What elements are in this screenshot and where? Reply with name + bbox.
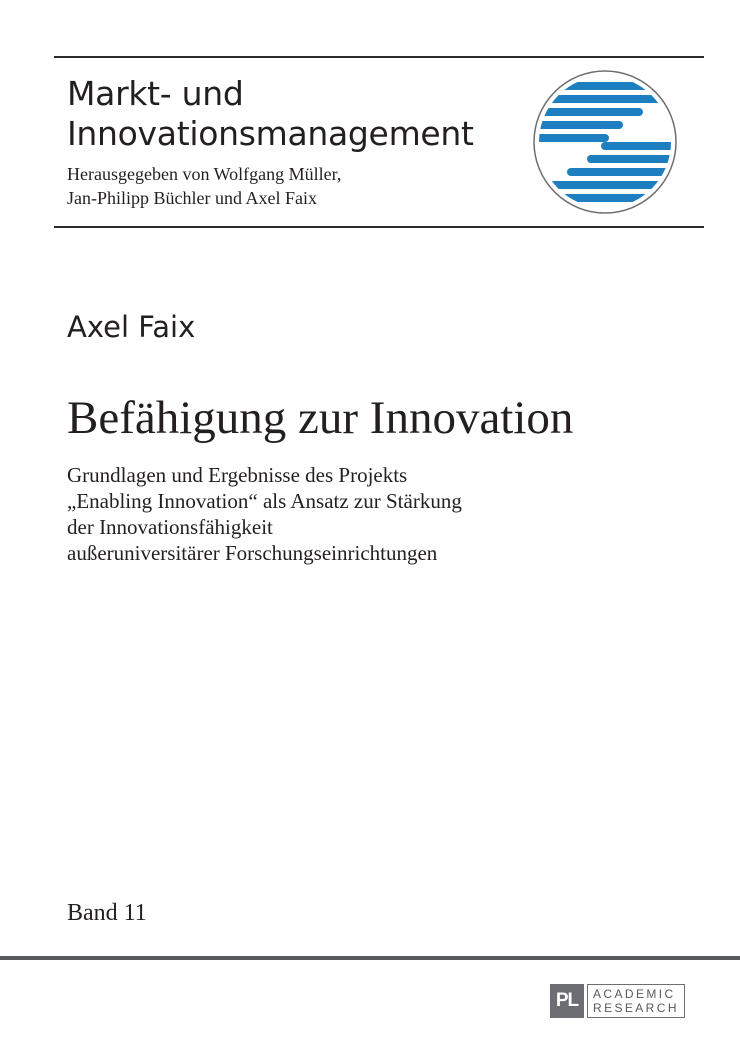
- series-title-line: Markt- und: [67, 74, 244, 113]
- volume-number: Band 11: [67, 900, 147, 926]
- series-swirl-logo: [531, 68, 679, 216]
- editors-line: Jan-Philipp Büchler und Axel Faix: [67, 188, 317, 208]
- editors-line: Herausgegeben von Wolfgang Müller,: [67, 164, 342, 184]
- subtitle-line: der Innovationsfähigkeit: [67, 515, 273, 539]
- publisher-mark: PL: [550, 984, 584, 1018]
- series-editors: [67, 162, 341, 210]
- subtitle-line: außeruniversitärer Forschungseinrichtungen: [67, 541, 438, 565]
- middle-rule: [54, 226, 704, 228]
- series-title-line: Innovationsmanagement: [67, 114, 474, 153]
- publisher-word: RESEARCH: [593, 1001, 679, 1015]
- publisher-word: ACADEMIC: [593, 987, 676, 1001]
- publisher-wordmark: [587, 984, 685, 1018]
- subtitle-line: „Enabling Innovation“ als Ansatz zur Stärkung: [67, 489, 462, 513]
- top-rule: [54, 56, 704, 58]
- book-title: Befähigung zur Innovation: [67, 392, 574, 444]
- author-name: Axel Faix: [67, 310, 196, 344]
- series-title: [67, 74, 474, 154]
- logo-swirl: [535, 82, 675, 202]
- publisher-logo: [550, 984, 685, 1018]
- bottom-rule: [0, 956, 740, 960]
- book-subtitle: [67, 462, 462, 566]
- subtitle-line: Grundlagen und Ergebnisse des Projekts: [67, 463, 408, 487]
